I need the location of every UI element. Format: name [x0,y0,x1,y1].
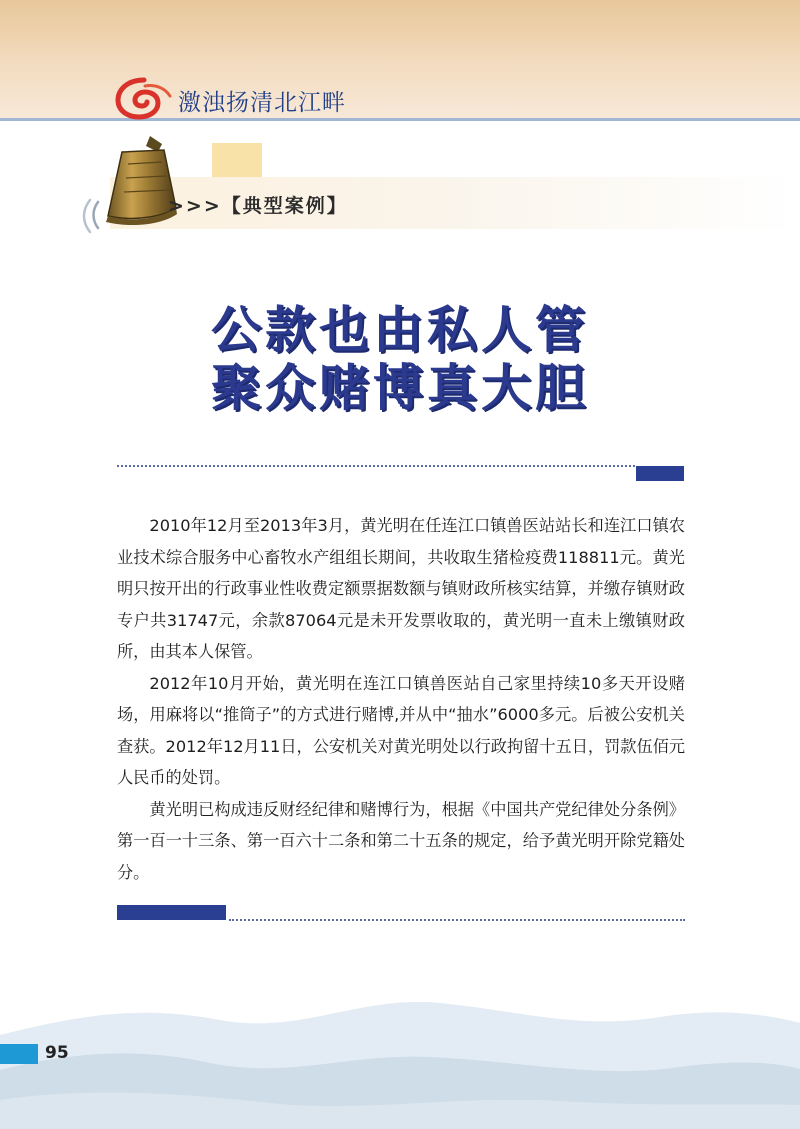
bronze-bell-icon [78,130,188,242]
brand-title: 激浊扬清北江畔 [178,90,346,116]
mountain-background [0,975,800,1129]
divider-bar-top [636,466,684,481]
swirl-logo-icon [115,76,173,120]
page-number-tab [0,1044,38,1064]
divider-bar-bottom [117,905,226,920]
article-title-line1: 公款也由私人管 [211,301,589,359]
article-body [117,510,685,888]
divider-dotted-bottom [229,919,685,921]
paragraph-3: 黄光明已构成违反财经纪律和赌博行为，根据《中国共产党纪律处分条例》第一百一十三条、第一百六十二条和第二十五条的规定，给予黄光明开除党籍处分。 [117,799,685,882]
page-number: 95 [45,1043,69,1063]
paragraph-2: 2012年10月开始，黄光明在连江口镇兽医站自己家里持续10多天开设赌场，用麻将以“推筒子”的方式进行赌博,并从中“抽水”6000多元。后被公安机关查获。2012年12月11日，公安机关对黄光明处以行政拘留十五日，罚款伍佰元人民币的处罚。 [117,673,686,787]
section-accent [212,143,262,177]
section-label: >>>【典型案例】 [168,195,348,217]
article-title-line2: 聚众赌博真大胆 [211,359,589,417]
paragraph-1: 2010年12月至2013年3月，黄光明在任连江口镇兽医站站长和连江口镇农业技术综合服务中心畜牧水产组组长期间，共收取生猪检疫费118811元。黄光明只按开出的行政事业性收费定额票据数额与镇财政所核实结算，并缴存镇财政专户共31747元，余款87064元是未开发票收取的，黄光明一直未上缴镇财政所，由其本人保管。 [117,516,685,661]
divider-dotted-top [117,465,635,467]
